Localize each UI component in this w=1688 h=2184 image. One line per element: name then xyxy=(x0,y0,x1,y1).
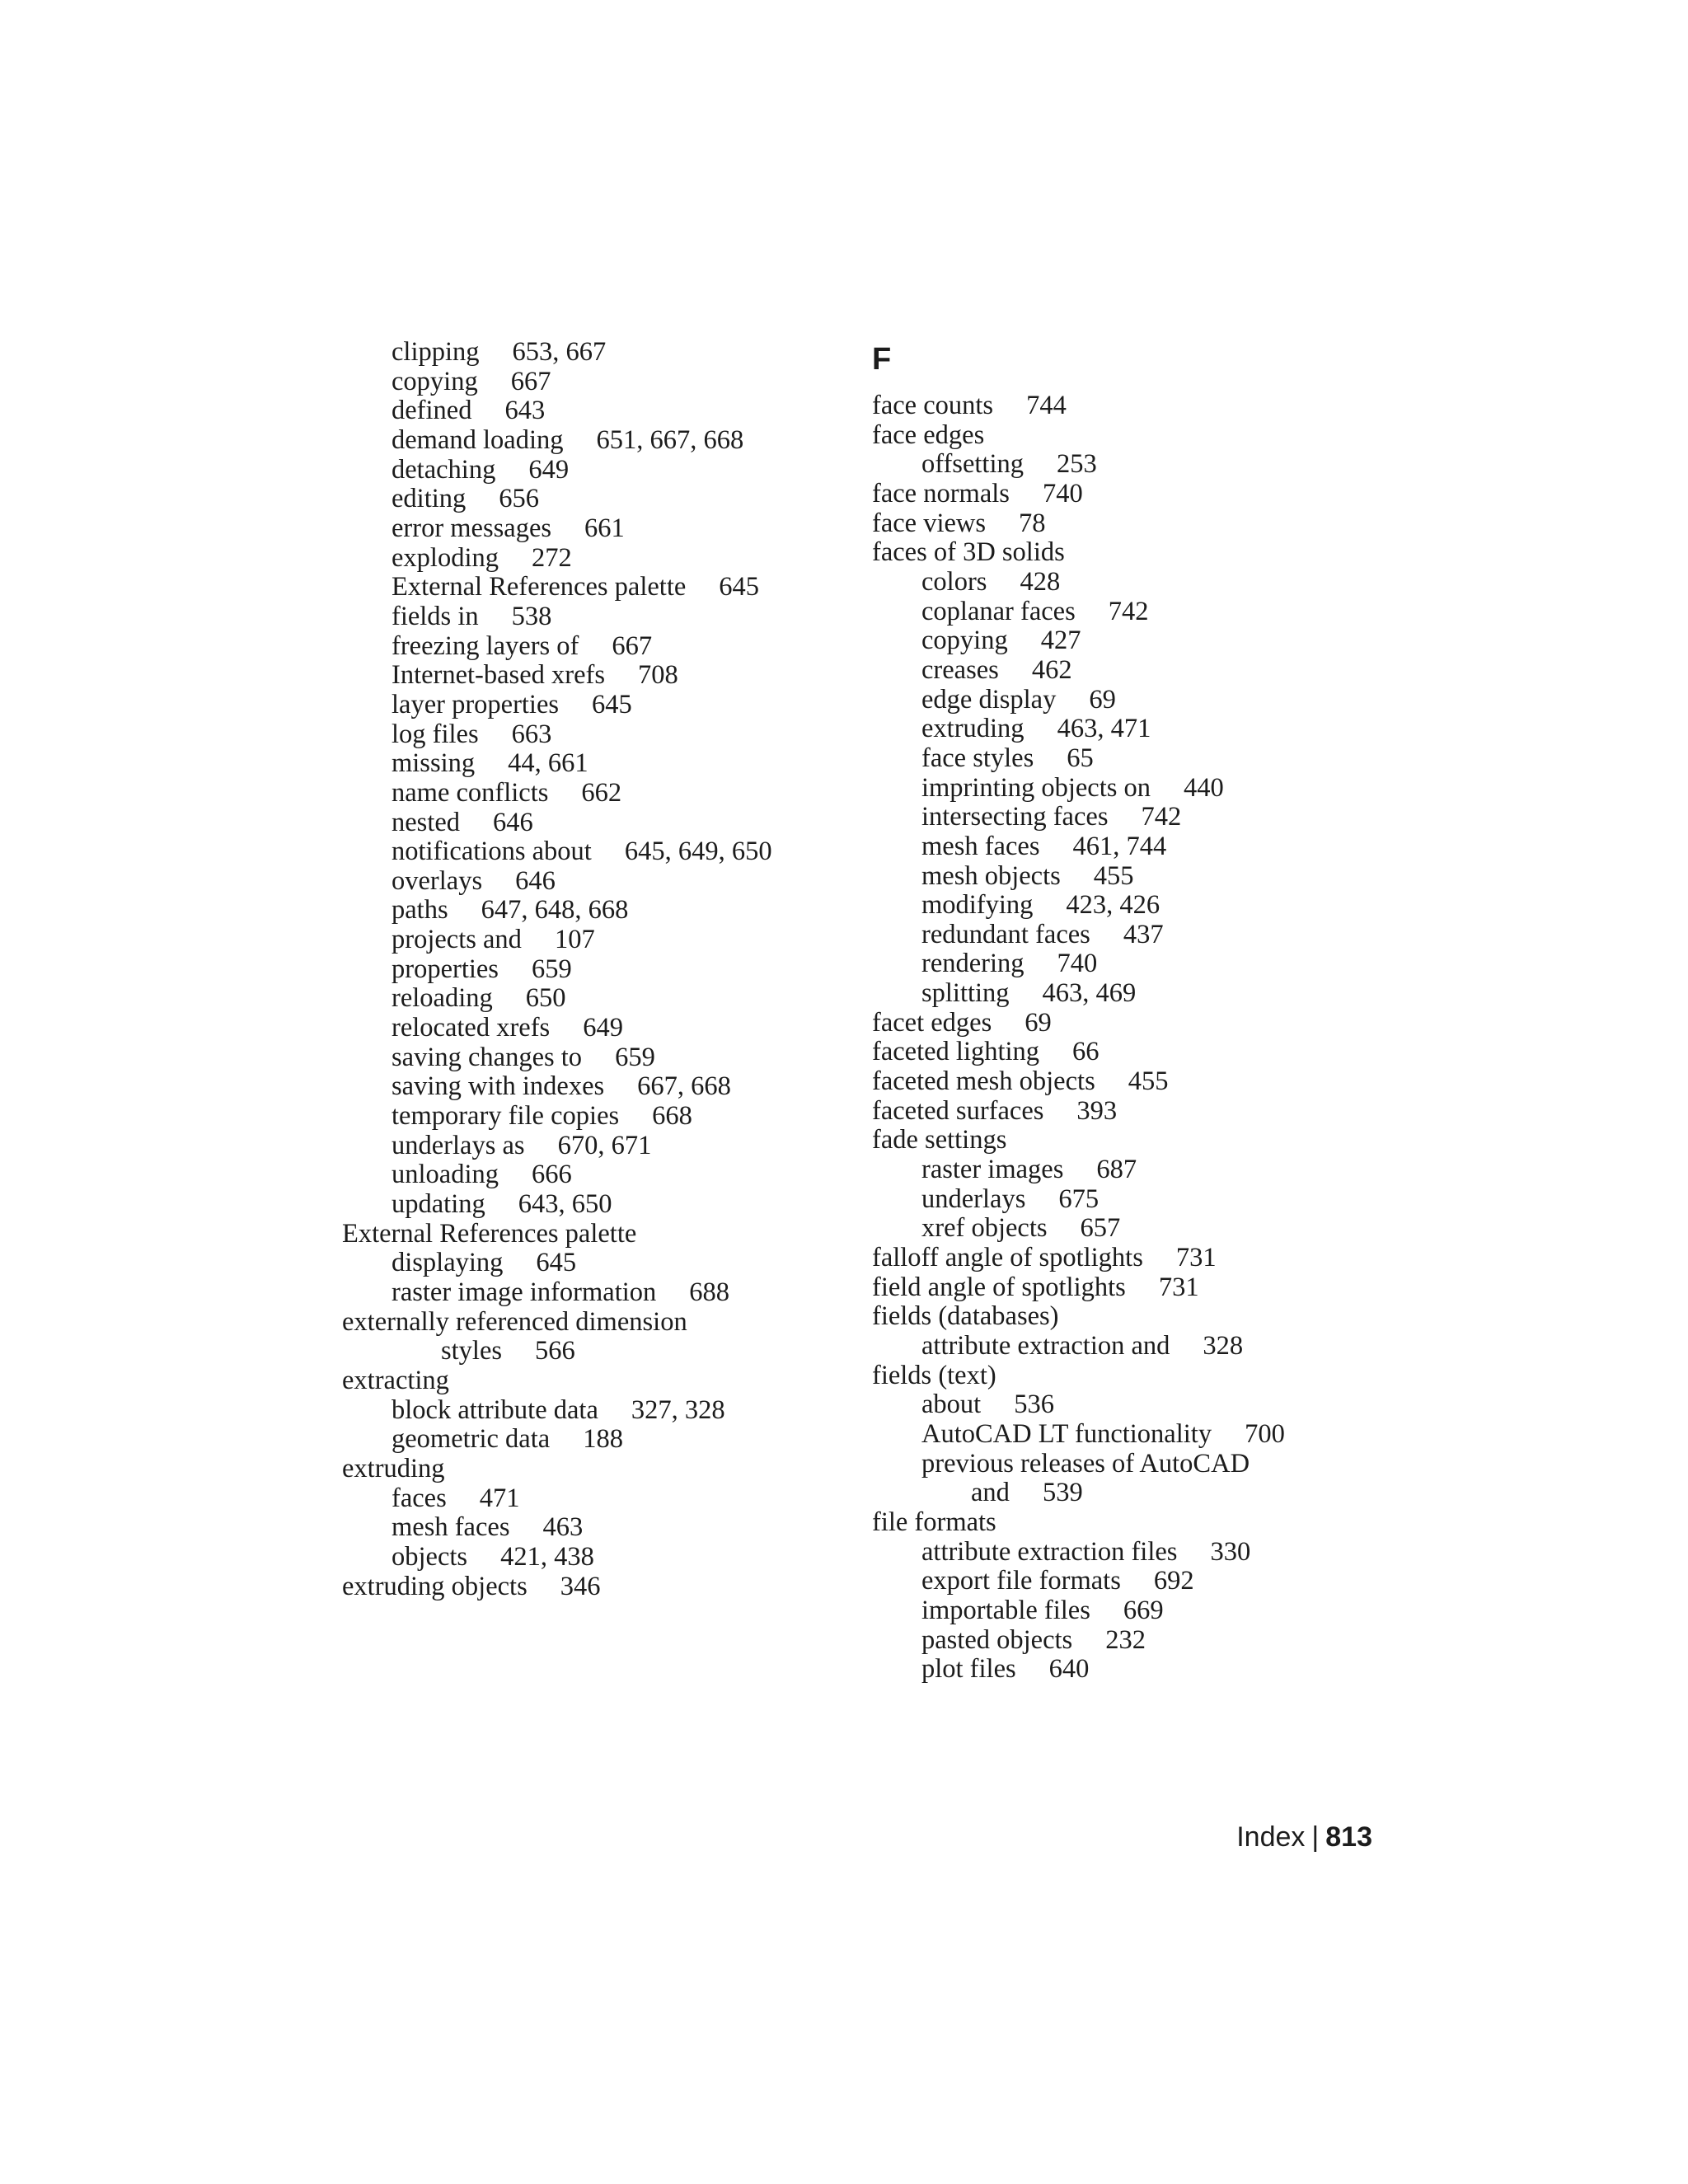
page-number: 813 xyxy=(1325,1821,1372,1853)
index-term: faces xyxy=(392,1483,447,1513)
index-page-refs: 731 xyxy=(1175,1243,1217,1273)
index-entries-right xyxy=(872,391,1400,1685)
index-entry xyxy=(342,1072,870,1102)
index-term: and xyxy=(971,1478,1010,1508)
index-entry xyxy=(342,1043,870,1073)
index-page-refs: 742 xyxy=(1141,802,1182,832)
index-term: saving changes to xyxy=(392,1042,583,1072)
index-term: splitting xyxy=(921,978,1010,1009)
index-page-refs: 643, 650 xyxy=(518,1189,612,1220)
index-page-refs: 346 xyxy=(560,1571,601,1601)
index-term: externally referenced dimension xyxy=(342,1306,687,1337)
index-term: faceted surfaces xyxy=(872,1095,1044,1126)
index-term: log files xyxy=(392,719,479,749)
index-page-refs: 461, 744 xyxy=(1072,831,1167,861)
index-page-refs: 538 xyxy=(511,601,552,631)
index-page-refs: 462 xyxy=(1031,654,1072,685)
index-term: pasted objects xyxy=(921,1624,1073,1655)
index-column-left xyxy=(342,338,870,1601)
index-term: projects and xyxy=(392,925,522,955)
index-term: face views xyxy=(872,508,987,538)
index-page-refs: 646 xyxy=(515,865,556,896)
index-term: clipping xyxy=(392,337,480,367)
index-entry xyxy=(342,632,870,662)
index-entry xyxy=(872,1126,1400,1155)
index-term: rendering xyxy=(921,949,1025,979)
index-entry xyxy=(342,1572,870,1602)
index-term: demand loading xyxy=(392,424,564,455)
index-entry xyxy=(342,1102,870,1132)
index-page-refs: 427 xyxy=(1040,626,1081,656)
index-entry xyxy=(342,1337,870,1366)
index-page-refs: 69 xyxy=(1089,684,1116,715)
index-page-refs: 742 xyxy=(1108,596,1149,626)
index-term: about xyxy=(921,1390,982,1420)
index-entry xyxy=(872,1626,1400,1656)
index-page-refs: 78 xyxy=(1019,508,1046,538)
index-entry xyxy=(342,485,870,514)
index-term: editing xyxy=(392,484,467,514)
index-page-refs: 539 xyxy=(1042,1478,1083,1508)
index-term: raster images xyxy=(921,1155,1064,1185)
index-entry xyxy=(872,774,1400,804)
index-entry xyxy=(342,1220,870,1249)
index-term: raster image information xyxy=(392,1277,657,1307)
index-term: defined xyxy=(392,396,472,426)
index-entry xyxy=(342,720,870,750)
index-entry xyxy=(872,656,1400,686)
index-term: overlays xyxy=(392,865,483,896)
index-page-refs: 670, 671 xyxy=(557,1130,652,1160)
index-entry xyxy=(342,1132,870,1161)
index-term: imprinting objects on xyxy=(921,772,1151,803)
index-page-refs: 69 xyxy=(1025,1007,1052,1038)
index-page-refs: 731 xyxy=(1158,1272,1199,1302)
index-term: faceted lighting xyxy=(872,1037,1040,1067)
index-term: redundant faces xyxy=(921,919,1090,949)
index-entry xyxy=(872,1009,1400,1038)
index-term: styles xyxy=(441,1336,503,1366)
index-entry xyxy=(872,862,1400,892)
index-entry xyxy=(872,744,1400,774)
index-term: falloff angle of spotlights xyxy=(872,1243,1143,1273)
index-entry xyxy=(872,598,1400,627)
index-entry xyxy=(342,1190,870,1220)
index-entry xyxy=(342,896,870,926)
footer-section-label: Index xyxy=(1236,1821,1306,1853)
index-page-refs: 675 xyxy=(1058,1183,1100,1214)
index-entry xyxy=(342,1455,870,1484)
index-page-refs: 643 xyxy=(504,396,546,426)
index-entry xyxy=(872,1214,1400,1244)
index-term: previous releases of AutoCAD xyxy=(921,1448,1250,1479)
index-entry xyxy=(872,1038,1400,1067)
index-page-refs: 253 xyxy=(1056,449,1097,480)
index-page-refs: 428 xyxy=(1020,566,1061,597)
index-term: mesh faces xyxy=(921,831,1040,861)
index-entry xyxy=(342,955,870,985)
index-entry xyxy=(342,808,870,838)
index-page-refs: 657 xyxy=(1080,1213,1121,1244)
index-entry xyxy=(342,1249,870,1278)
index-term: xref objects xyxy=(921,1213,1048,1244)
index-page-refs: 423, 426 xyxy=(1066,890,1160,921)
index-term: creases xyxy=(921,654,999,685)
index-page-refs: 393 xyxy=(1076,1095,1118,1126)
index-page-refs: 744 xyxy=(1026,391,1067,420)
index-entry xyxy=(342,1160,870,1190)
index-page-refs: 640 xyxy=(1048,1654,1090,1685)
index-entry xyxy=(872,450,1400,480)
index-entry xyxy=(342,1484,870,1514)
index-entry xyxy=(342,544,870,574)
index-entry xyxy=(872,1508,1400,1538)
index-page-refs: 65 xyxy=(1067,743,1094,773)
index-entry xyxy=(342,779,870,808)
index-page-refs: 740 xyxy=(1042,478,1083,509)
index-page-refs: 669 xyxy=(1123,1595,1164,1625)
index-page-refs: 44, 661 xyxy=(508,748,588,779)
index-term: fields (text) xyxy=(872,1360,996,1390)
index-page-refs: 463, 471 xyxy=(1057,714,1151,744)
index-page-refs: 645 xyxy=(592,689,632,719)
index-page-refs: 649 xyxy=(583,1013,623,1043)
index-entry xyxy=(872,480,1400,509)
index-entry xyxy=(872,538,1400,568)
index-page-refs: 661 xyxy=(584,513,625,543)
index-term: AutoCAD LT functionality xyxy=(921,1418,1212,1449)
index-entry xyxy=(872,1332,1400,1361)
index-term: edge display xyxy=(921,684,1057,715)
index-term: colors xyxy=(921,566,987,597)
index-entry xyxy=(342,984,870,1014)
index-entry xyxy=(872,1361,1400,1391)
index-page-refs: 107 xyxy=(554,925,595,955)
index-page-refs: 645, 649, 650 xyxy=(624,837,772,867)
index-page-refs: 328 xyxy=(1203,1331,1244,1361)
index-page-refs: 327, 328 xyxy=(631,1394,725,1425)
index-page-refs: 463 xyxy=(542,1512,584,1543)
index-entry xyxy=(342,1366,870,1396)
index-term: relocated xrefs xyxy=(392,1013,551,1043)
index-term: External References palette xyxy=(342,1218,637,1249)
index-entry xyxy=(872,1596,1400,1626)
index-entry xyxy=(342,514,870,544)
index-page-refs: 700 xyxy=(1245,1418,1285,1449)
index-page-refs: 692 xyxy=(1153,1566,1194,1596)
index-entry xyxy=(342,1308,870,1338)
index-entry xyxy=(872,1273,1400,1303)
index-term: offsetting xyxy=(921,449,1024,480)
index-page-refs: 667, 668 xyxy=(637,1071,731,1102)
index-term: exploding xyxy=(392,542,499,573)
index-page-refs: 662 xyxy=(581,777,622,808)
index-page-refs: 566 xyxy=(535,1336,575,1366)
index-entry xyxy=(342,338,870,368)
index-term: face edges xyxy=(872,419,985,450)
index-entry xyxy=(872,832,1400,862)
index-entry xyxy=(342,602,870,632)
index-term: missing xyxy=(392,748,476,779)
index-page-refs: 668 xyxy=(652,1101,692,1132)
index-term: copying xyxy=(921,626,1008,656)
index-page-refs: 667 xyxy=(612,630,653,661)
index-term: file formats xyxy=(872,1507,996,1537)
index-term: faceted mesh objects xyxy=(872,1066,1095,1097)
index-entry xyxy=(342,749,870,779)
index-entry xyxy=(872,1655,1400,1685)
index-page-refs: 272 xyxy=(531,542,572,573)
index-entry xyxy=(342,926,870,955)
index-term: geometric data xyxy=(392,1424,551,1455)
index-term: updating xyxy=(392,1189,485,1220)
index-page-refs: 645 xyxy=(719,572,760,602)
index-page-refs: 471 xyxy=(479,1483,520,1513)
index-term: underlays xyxy=(921,1183,1026,1214)
index-entry xyxy=(342,691,870,720)
index-entry xyxy=(342,837,870,867)
index-entry xyxy=(872,568,1400,598)
index-term: facet edges xyxy=(872,1007,992,1038)
index-entry xyxy=(872,1450,1400,1479)
index-term: modifying xyxy=(921,890,1034,921)
index-term: paths xyxy=(392,895,448,926)
index-term: attribute extraction and xyxy=(921,1331,1170,1361)
index-term: External References palette xyxy=(392,572,687,602)
index-term: freezing layers of xyxy=(392,630,579,661)
index-term: name conflicts xyxy=(392,777,549,808)
index-page-refs: 188 xyxy=(583,1424,623,1455)
index-entry xyxy=(872,1567,1400,1596)
index-entry xyxy=(872,421,1400,451)
index-term: extracting xyxy=(342,1365,449,1395)
index-page-refs: 663 xyxy=(511,719,552,749)
index-page-refs: 649 xyxy=(528,454,570,485)
index-term: underlays as xyxy=(392,1130,525,1160)
index-term: detaching xyxy=(392,454,496,485)
index-page-refs: 688 xyxy=(689,1277,730,1307)
index-entry xyxy=(872,1420,1400,1450)
index-entry xyxy=(342,867,870,897)
index-page-refs: 653, 667 xyxy=(512,337,607,367)
index-term: faces of 3D solids xyxy=(872,537,1065,568)
index-term: saving with indexes xyxy=(392,1071,605,1102)
index-term: importable files xyxy=(921,1595,1090,1625)
index-column-right xyxy=(872,338,1400,1685)
index-page-refs: 659 xyxy=(531,954,572,984)
index-entry xyxy=(872,1302,1400,1332)
index-term: mesh faces xyxy=(392,1512,510,1543)
section-letter-heading: F xyxy=(872,342,892,377)
index-entry xyxy=(872,509,1400,539)
index-page-refs: 455 xyxy=(1128,1066,1169,1097)
index-term: reloading xyxy=(392,983,493,1014)
index-page-refs: 536 xyxy=(1014,1390,1054,1420)
index-entry xyxy=(872,1390,1400,1420)
index-term: intersecting faces xyxy=(921,802,1109,832)
index-entry xyxy=(872,715,1400,744)
index-page-refs: 66 xyxy=(1072,1037,1100,1067)
index-term: layer properties xyxy=(392,689,560,719)
index-term: export file formats xyxy=(921,1566,1121,1596)
index-term: notifications about xyxy=(392,837,592,867)
index-page-refs: 463, 469 xyxy=(1042,978,1137,1009)
index-entry xyxy=(342,1014,870,1043)
index-term: block attribute data xyxy=(392,1394,598,1425)
index-entry xyxy=(342,1425,870,1455)
index-entry xyxy=(872,1067,1400,1097)
index-term: unloading xyxy=(392,1160,499,1190)
index-term: fields (databases) xyxy=(872,1301,1059,1332)
index-entry xyxy=(342,368,870,397)
index-entry xyxy=(872,1155,1400,1185)
index-entry xyxy=(872,1538,1400,1568)
index-entry xyxy=(342,1543,870,1572)
index-term: fade settings xyxy=(872,1125,1007,1155)
index-term: objects xyxy=(392,1541,468,1572)
index-entry xyxy=(872,686,1400,715)
index-page-refs: 440 xyxy=(1184,772,1224,803)
index-page-refs: 421, 438 xyxy=(500,1541,594,1572)
index-page-refs: 656 xyxy=(499,484,540,514)
index-entry xyxy=(342,396,870,426)
index-term: face normals xyxy=(872,478,1010,509)
index-entry xyxy=(872,921,1400,950)
index-term: fields in xyxy=(392,601,479,631)
index-entry xyxy=(872,626,1400,656)
index-term: error messages xyxy=(392,513,552,543)
index-term: extruding xyxy=(342,1453,445,1483)
index-term: copying xyxy=(392,366,478,396)
index-entry xyxy=(872,979,1400,1009)
index-term: properties xyxy=(392,954,499,984)
index-term: extruding xyxy=(921,714,1025,744)
index-entry xyxy=(872,803,1400,832)
index-page-refs: 651, 667, 668 xyxy=(596,424,744,455)
index-page-refs: 330 xyxy=(1210,1536,1251,1567)
index-term: nested xyxy=(392,807,461,837)
index-entry xyxy=(872,391,1400,421)
index-entry xyxy=(342,426,870,456)
index-entry xyxy=(342,1278,870,1308)
index-page-refs: 646 xyxy=(493,807,533,837)
page-footer xyxy=(1236,1821,1372,1854)
index-entry xyxy=(872,1479,1400,1508)
index-entry xyxy=(342,1396,870,1426)
index-term: attribute extraction files xyxy=(921,1536,1178,1567)
index-entry xyxy=(872,1244,1400,1273)
index-page-refs: 645 xyxy=(536,1248,577,1278)
index-page-refs: 667 xyxy=(510,366,551,396)
index-entry xyxy=(342,661,870,691)
index-term: face styles xyxy=(921,743,1034,773)
index-page-refs: 647, 648, 668 xyxy=(481,895,629,926)
index-entry xyxy=(872,1185,1400,1215)
index-term: face counts xyxy=(872,391,994,420)
index-entry xyxy=(872,949,1400,979)
index-entry xyxy=(342,1513,870,1543)
index-page-refs: 666 xyxy=(531,1160,572,1190)
index-term: temporary file copies xyxy=(392,1101,620,1132)
index-term: Internet-based xrefs xyxy=(392,660,605,691)
index-term: mesh objects xyxy=(921,860,1061,891)
index-page-refs: 687 xyxy=(1096,1155,1137,1185)
index-term: extruding objects xyxy=(342,1571,528,1601)
index-term: displaying xyxy=(392,1248,504,1278)
index-entry xyxy=(342,456,870,485)
index-entry xyxy=(342,573,870,602)
index-term: plot files xyxy=(921,1654,1016,1685)
index-term: field angle of spotlights xyxy=(872,1272,1126,1302)
index-page-refs: 659 xyxy=(615,1042,655,1072)
index-term: coplanar faces xyxy=(921,596,1076,626)
index-page-refs: 437 xyxy=(1123,919,1164,949)
index-page-refs: 455 xyxy=(1093,860,1134,891)
index-page-refs: 650 xyxy=(525,983,566,1014)
footer-separator: | xyxy=(1311,1821,1320,1853)
index-entry xyxy=(872,1097,1400,1127)
index-page-refs: 232 xyxy=(1105,1624,1146,1655)
index-entry xyxy=(872,891,1400,921)
index-page-refs: 740 xyxy=(1057,949,1098,979)
index-page-refs: 708 xyxy=(637,660,678,691)
